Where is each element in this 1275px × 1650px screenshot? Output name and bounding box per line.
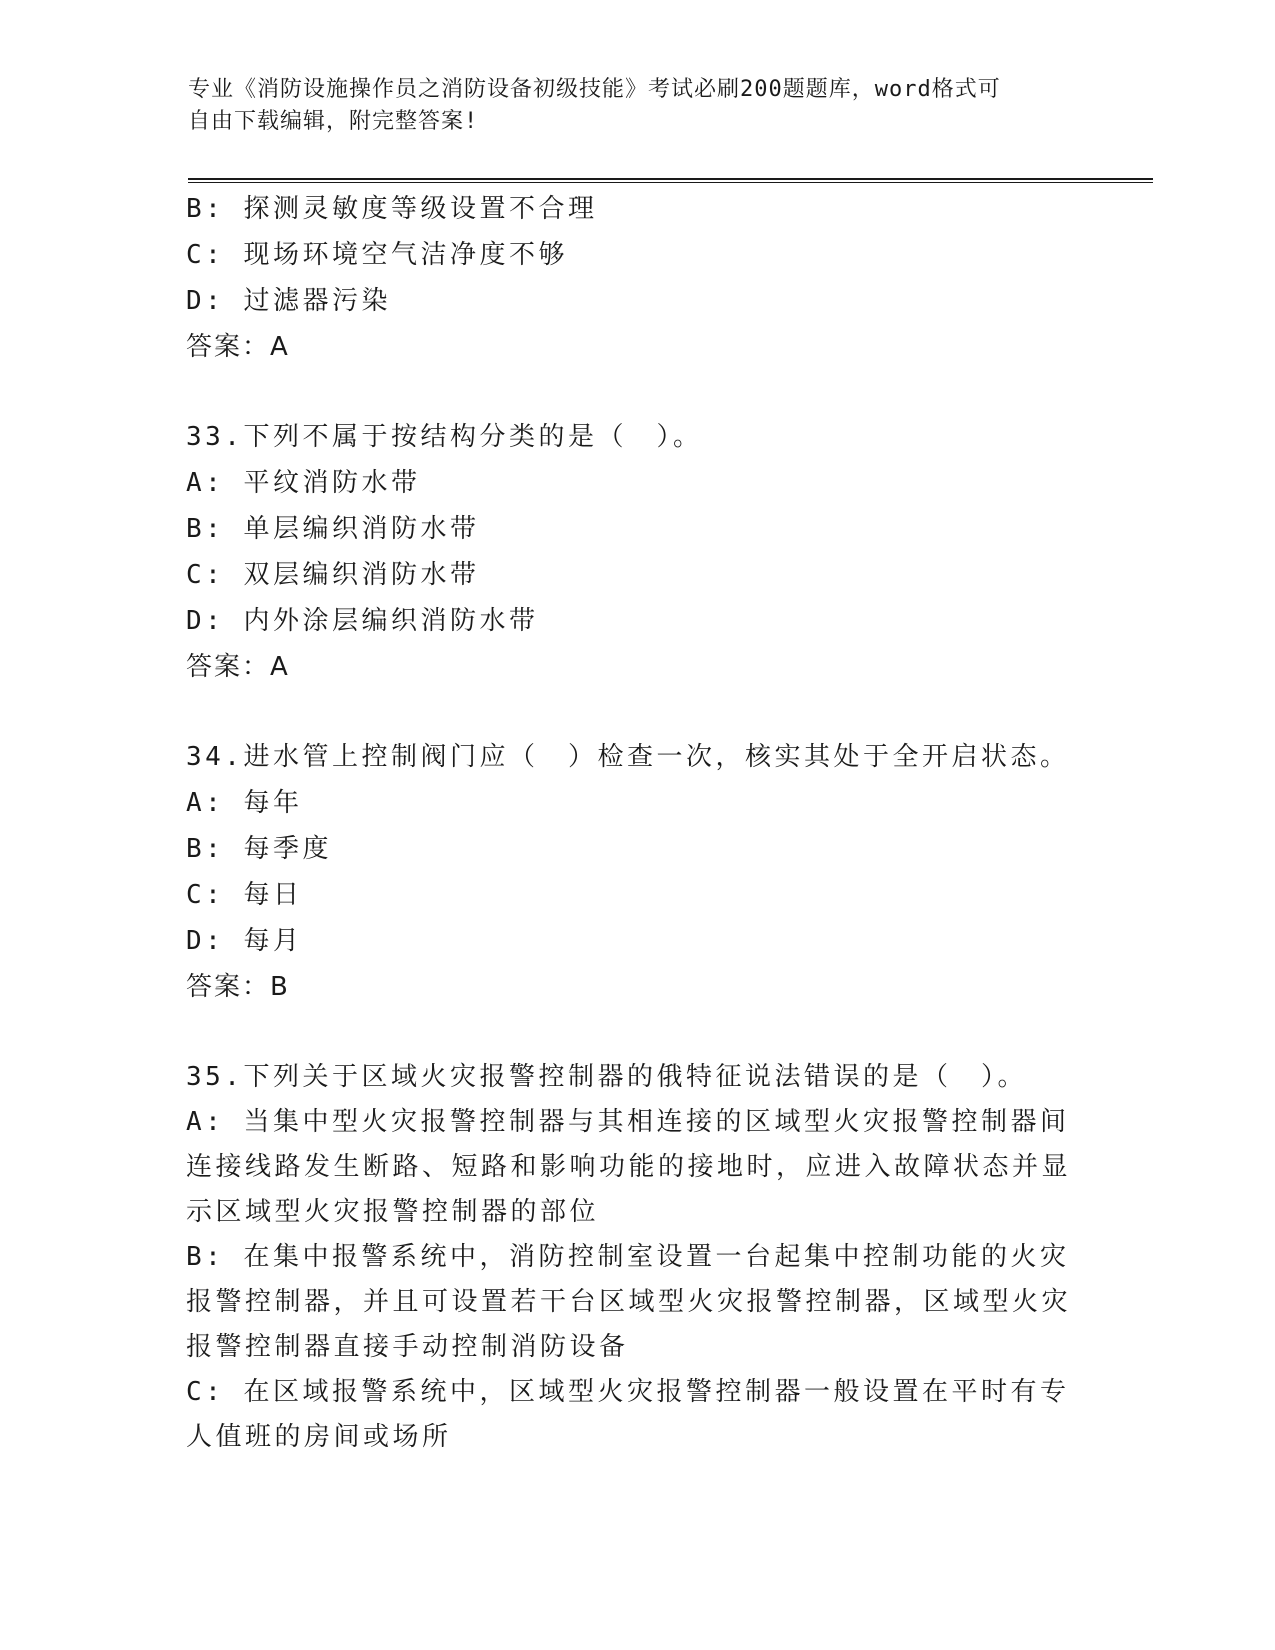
option-d: D: 每月 bbox=[186, 926, 303, 956]
question-block-35 bbox=[186, 1054, 1086, 1460]
answer-line: 答案：B bbox=[186, 972, 290, 1002]
spacer bbox=[186, 1010, 1086, 1054]
header-line-2: 自由下载编辑，附完整答案! bbox=[188, 109, 479, 134]
header-divider-thin bbox=[188, 182, 1153, 183]
option-c: C: 每日 bbox=[186, 880, 303, 910]
spacer bbox=[186, 370, 1086, 414]
option-b: B: 探测灵敏度等级设置不合理 bbox=[186, 194, 598, 224]
option-b: B: 在集中报警系统中，消防控制室设置一台起集中控制功能的火灾报警控制器，并且可设置若干台区域型火灾报警控制器，区域型火灾报警控制器直接手动控制消防设备 bbox=[186, 1242, 1072, 1362]
question-block-32 bbox=[186, 186, 1086, 370]
question-text: 34.进水管上控制阀门应（ ）检查一次，核实其处于全开启状态。 bbox=[186, 742, 1070, 772]
header-divider bbox=[188, 178, 1153, 180]
option-a: A: 每年 bbox=[186, 788, 303, 818]
question-block-34 bbox=[186, 734, 1086, 1010]
option-b: B: 单层编织消防水带 bbox=[186, 514, 480, 544]
option-c: C: 在区域报警系统中，区域型火灾报警控制器一般设置在平时有专人值班的房间或场所 bbox=[186, 1377, 1070, 1452]
option-a: A: 当集中型火灾报警控制器与其相连接的区域型火灾报警控制器间连接线路发生断路、短路和影响功能的接地时，应进入故障状态并显示区域型火灾报警控制器的部位 bbox=[186, 1107, 1072, 1227]
option-b: B: 每季度 bbox=[186, 834, 332, 864]
header-line-1: 专业《消防设施操作员之消防设备初级技能》考试必刷200题题库，word格式可 bbox=[188, 77, 1001, 102]
option-a: A: 平纹消防水带 bbox=[186, 468, 421, 498]
spacer bbox=[186, 690, 1086, 734]
question-text: 33.下列不属于按结构分类的是（ ）。 bbox=[186, 422, 703, 452]
question-block-33 bbox=[186, 414, 1086, 690]
option-d: D: 过滤器污染 bbox=[186, 286, 391, 316]
option-c: C: 现场环境空气洁净度不够 bbox=[186, 240, 568, 270]
question-content bbox=[186, 186, 1086, 1460]
option-c: C: 双层编织消防水带 bbox=[186, 560, 480, 590]
option-d: D: 内外涂层编织消防水带 bbox=[186, 606, 539, 636]
page-header bbox=[188, 74, 1068, 138]
answer-line: 答案：A bbox=[186, 332, 290, 362]
answer-line: 答案：A bbox=[186, 652, 290, 682]
question-text: 35.下列关于区域火灾报警控制器的俄特征说法错误的是（ ）。 bbox=[186, 1062, 1027, 1092]
